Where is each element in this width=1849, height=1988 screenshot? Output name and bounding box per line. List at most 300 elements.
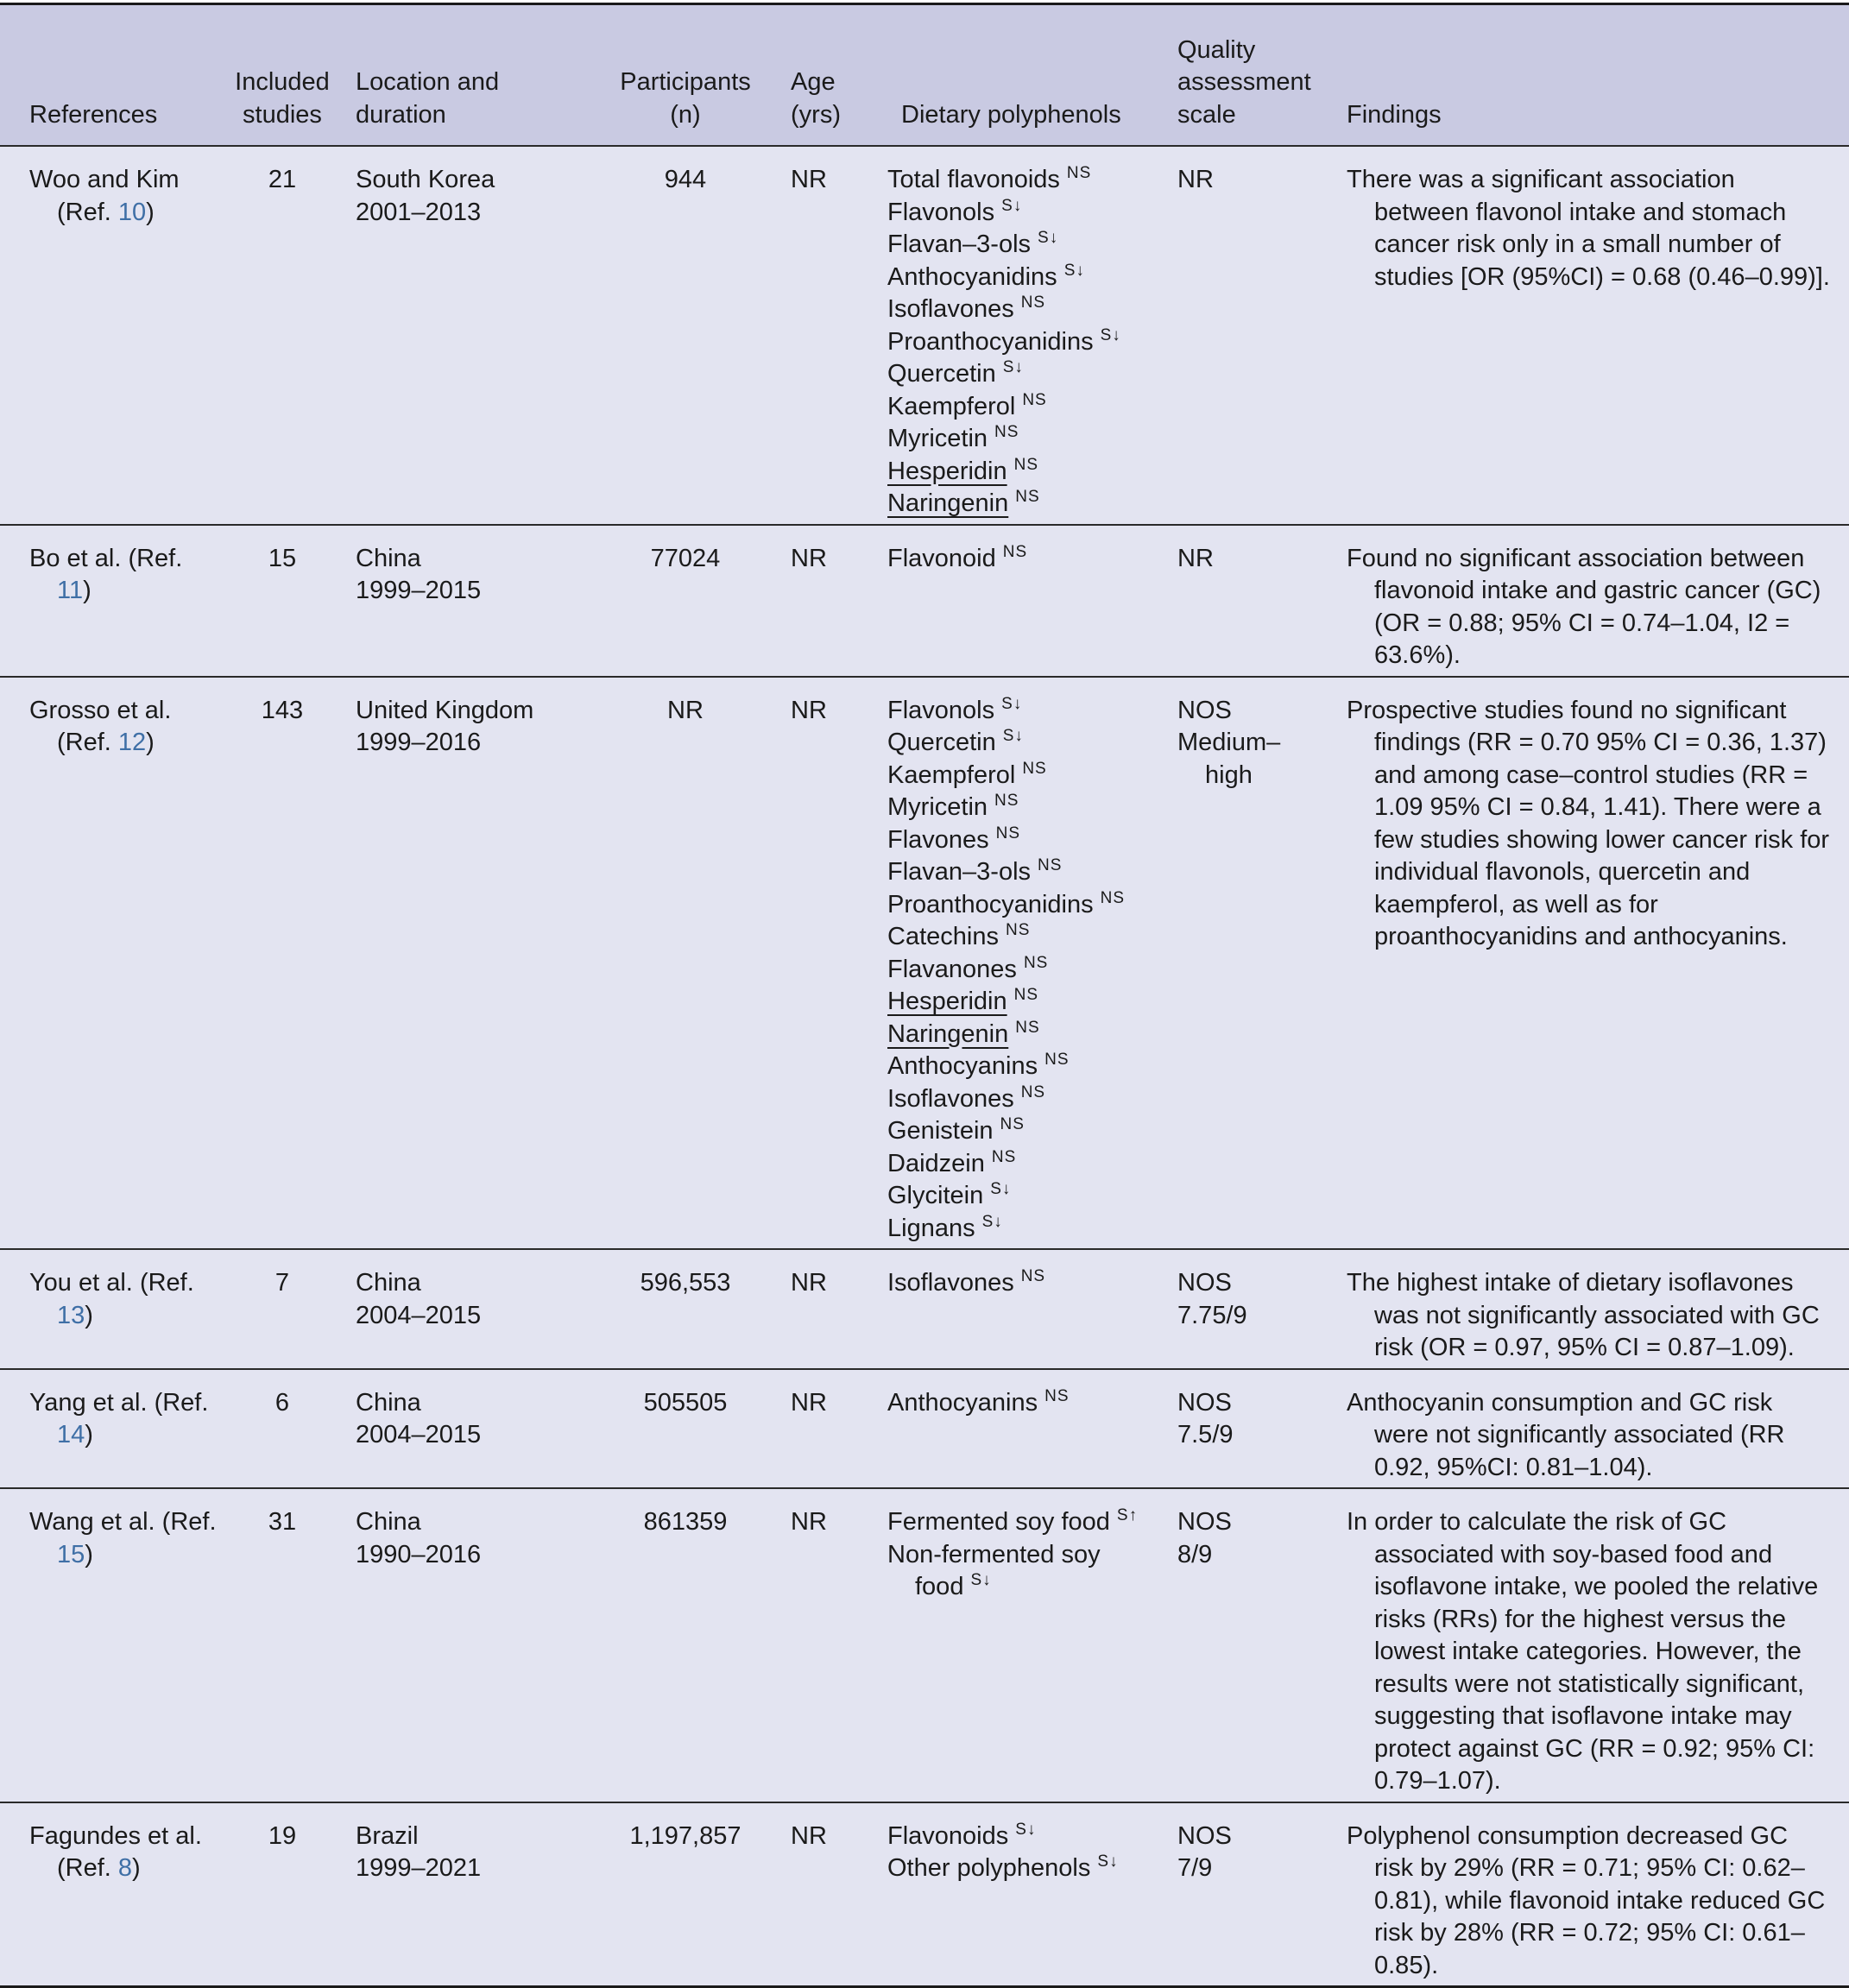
cell-dietary-polyphenols — [870, 677, 1165, 1250]
cell-location-duration — [342, 1802, 589, 1987]
cell-included-studies — [223, 677, 342, 1250]
cell-dietary-polyphenols — [870, 1249, 1165, 1369]
cell-participants — [589, 677, 782, 1250]
included-count: 6 — [275, 1388, 290, 1417]
polyphenol-item — [887, 954, 1165, 987]
reference-suffix: ) — [132, 1854, 141, 1882]
arrow-down-icon: ↓ — [1013, 694, 1023, 713]
reference-link: 13 — [57, 1301, 85, 1329]
polyphenol-item — [887, 986, 1165, 1019]
polyphenol-item — [887, 856, 1165, 889]
significance-mark — [1038, 856, 1062, 874]
polyphenol-name: Hesperidin — [887, 457, 1007, 485]
polyphenol-item — [887, 1051, 1165, 1083]
significance-mark — [1022, 760, 1046, 778]
quality-line: 7.5/9 — [1177, 1421, 1234, 1448]
included-count: 19 — [268, 1821, 297, 1850]
significance-label: NS — [1013, 986, 1039, 1005]
significance-mark — [992, 1148, 1016, 1166]
polyphenol-name: Kaempferol — [887, 392, 1016, 420]
significance-mark — [1097, 1852, 1118, 1871]
polyphenol-name: Daidzein — [887, 1149, 985, 1177]
significance-mark — [1015, 1019, 1039, 1037]
age-value: NR — [791, 696, 827, 724]
significance-mark — [1064, 262, 1085, 280]
reference-suffix: ) — [146, 729, 155, 756]
quality-line: NOS — [1177, 1821, 1232, 1850]
reference-link: 12 — [117, 729, 147, 756]
polyphenol-item — [887, 921, 1165, 954]
polyphenol-name: Myricetin — [887, 425, 988, 452]
cell-location-duration — [342, 1369, 589, 1489]
findings-text: Prospective studies found no significant findings (RR = 0.70 95% CI = 0.36, 1.37) and among case–control studies (RR = 1.09 95% CI = 0.84, 1.41). There were a few studies showing lower cancer risk for individual flavonols, quercetin and kaempferol, as well as for proanthocyanidins and anthocyanins. — [1347, 696, 1830, 950]
significance-label: NS — [1100, 888, 1126, 907]
polyphenol-name: Isoflavones — [887, 1269, 1014, 1297]
significance-label: S — [981, 1212, 994, 1231]
reference-author: Yang et al. — [29, 1388, 148, 1417]
cell-location-duration — [342, 146, 589, 525]
quality-line: NOS — [1177, 1388, 1232, 1417]
arrow-down-icon: ↓ — [994, 1212, 1003, 1231]
significance-mark — [1003, 543, 1027, 561]
table-row — [0, 1488, 1849, 1802]
significance-label: NS — [1066, 164, 1092, 183]
cell-quality-scale — [1165, 1488, 1347, 1802]
reference-suffix: ) — [83, 577, 92, 604]
study-duration: 1999–2021 — [356, 1854, 482, 1882]
header-findings: Findings — [1347, 4, 1849, 147]
polyphenol-name: Anthocyanins — [887, 1388, 1038, 1417]
cell-included-studies — [223, 1249, 342, 1369]
findings-text: There was a significant association between flavonol intake and stomach cancer risk only in a small number of studies [OR (95%CI) = 0.68 (0.46–0.99)]. — [1347, 166, 1830, 291]
significance-mark — [1014, 456, 1038, 474]
polyphenol-item — [887, 543, 1165, 576]
included-count: 143 — [261, 696, 304, 724]
reference-prefix: (Ref. — [57, 1854, 118, 1882]
significance-mark — [1038, 229, 1058, 247]
cell-age — [782, 146, 870, 525]
location-name: South Korea — [356, 166, 495, 193]
cell-dietary-polyphenols — [870, 146, 1165, 525]
significance-mark — [1003, 358, 1024, 376]
polyphenol-name: Isoflavones — [887, 295, 1014, 323]
cell-reference — [0, 525, 223, 677]
arrow-down-icon: ↓ — [1001, 1180, 1012, 1199]
significance-label: S — [1097, 1852, 1110, 1871]
arrow-down-icon: ↓ — [1112, 325, 1121, 344]
polyphenol-item — [887, 1180, 1165, 1213]
polyphenol-item — [887, 262, 1165, 294]
table-row — [0, 677, 1849, 1250]
quality-line: high — [1205, 760, 1253, 789]
location-name: China — [356, 544, 421, 572]
reference-text — [29, 1387, 223, 1452]
polyphenol-item — [887, 164, 1165, 197]
cell-participants — [589, 1802, 782, 1987]
reference-prefix: (Ref. — [161, 1508, 217, 1536]
reference-link: 14 — [57, 1421, 85, 1448]
cell-quality-scale — [1165, 1802, 1347, 1987]
cell-findings — [1347, 1802, 1849, 1987]
polyphenol-item — [887, 1539, 1165, 1604]
reference-suffix: ) — [85, 1540, 93, 1568]
significance-mark — [1000, 1115, 1025, 1133]
polyphenol-name: Flavonols — [887, 198, 995, 226]
significance-mark — [1024, 954, 1048, 972]
significance-mark — [1014, 986, 1038, 1004]
significance-label: S — [990, 1180, 1002, 1199]
reference-link: 15 — [57, 1540, 85, 1568]
table-row — [0, 525, 1849, 677]
arrow-down-icon: ↓ — [1026, 1820, 1037, 1839]
findings-text: Found no significant association between flavonoid intake and gastric cancer (GC) (OR = 0.88; 95% CI = 0.74–1.04, I2 = 63.6%). — [1347, 544, 1821, 669]
polyphenol-item — [887, 1506, 1165, 1539]
reference-prefix: (Ref. — [139, 1269, 194, 1297]
table-row — [0, 1369, 1849, 1489]
study-duration: 2004–2015 — [356, 1421, 482, 1448]
cell-dietary-polyphenols — [870, 1369, 1165, 1489]
arrow-down-icon: ↓ — [1013, 196, 1023, 215]
polyphenol-item — [887, 760, 1165, 792]
quality-line: NR — [1177, 544, 1214, 572]
polyphenol-item — [887, 456, 1165, 489]
significance-label: S — [1100, 325, 1113, 344]
polyphenol-name: Lignans — [887, 1214, 975, 1242]
cell-dietary-polyphenols — [870, 525, 1165, 677]
study-duration: 1990–2016 — [356, 1540, 482, 1568]
polyphenol-name: Naringenin — [887, 1019, 1009, 1048]
participants-count: NR — [667, 696, 704, 724]
significance-label: NS — [1015, 1018, 1040, 1037]
significance-label: NS — [1020, 1267, 1046, 1286]
polyphenol-name: Quercetin — [887, 360, 996, 388]
reference-author: Fagundes et al. — [29, 1821, 202, 1850]
significance-mark — [1101, 326, 1121, 344]
cell-age — [782, 525, 870, 677]
polyphenol-name: Flavonoids — [887, 1821, 1009, 1850]
participants-count: 1,197,857 — [629, 1821, 741, 1850]
significance-mark — [994, 423, 1019, 441]
age-value: NR — [791, 1269, 827, 1297]
cell-dietary-polyphenols — [870, 1488, 1165, 1802]
significance-mark — [1003, 727, 1024, 745]
polyphenol-name: Fermented soy food — [887, 1508, 1110, 1536]
cell-location-duration — [342, 677, 589, 1250]
included-count: 7 — [275, 1269, 290, 1297]
significance-label: S — [1001, 694, 1013, 713]
significance-mark — [1021, 1267, 1045, 1285]
polyphenol-item — [887, 326, 1165, 359]
age-value: NR — [791, 544, 827, 572]
significance-label: NS — [1015, 488, 1040, 507]
cell-quality-scale — [1165, 1369, 1347, 1489]
reference-prefix: (Ref. — [57, 198, 118, 226]
cell-reference — [0, 1249, 223, 1369]
studies-table — [0, 3, 1849, 1988]
header-included-studies: Included studies — [223, 4, 342, 147]
significance-label: S — [970, 1571, 983, 1590]
polyphenol-name: Myricetin — [887, 793, 988, 821]
cell-location-duration — [342, 1488, 589, 1802]
polyphenol-name: Other polyphenols — [887, 1854, 1091, 1882]
significance-mark — [1015, 1821, 1036, 1839]
polyphenol-item — [887, 358, 1165, 391]
location-name: China — [356, 1388, 421, 1417]
arrow-down-icon: ↓ — [1049, 229, 1059, 248]
polyphenol-item — [887, 229, 1165, 262]
polyphenol-item — [887, 792, 1165, 824]
quality-line: NOS — [1177, 1508, 1232, 1536]
cell-age — [782, 1802, 870, 1987]
polyphenol-name: Quercetin — [887, 729, 996, 756]
polyphenol-name: Proanthocyanidins — [887, 327, 1094, 356]
polyphenol-name: Genistein — [887, 1117, 994, 1145]
reference-text — [29, 695, 223, 760]
cell-quality-scale — [1165, 1249, 1347, 1369]
significance-label: NS — [1044, 1386, 1070, 1405]
significance-mark — [982, 1213, 1003, 1231]
location-name: China — [356, 1269, 421, 1297]
significance-mark — [1117, 1506, 1138, 1524]
header-age: Age (yrs) — [782, 4, 870, 147]
cell-participants — [589, 525, 782, 677]
polyphenol-name: Catechins — [887, 923, 999, 950]
polyphenol-name: Proanthocyanidins — [887, 890, 1094, 918]
location-name: United Kingdom — [356, 696, 534, 724]
reference-prefix: (Ref. — [57, 729, 118, 756]
cell-dietary-polyphenols — [870, 1802, 1165, 1987]
findings-text: Anthocyanin consumption and GC risk were not significantly associated (RR 0.92, 95%CI: 0.81–1.04). — [1347, 1388, 1785, 1481]
cell-included-studies — [223, 1802, 342, 1987]
findings-text: Polyphenol consumption decreased GC risk by 29% (RR = 0.71; 95% CI: 0.62–0.81), while flavonoid intake reduced GC risk by 28% (RR = 0.72; 95% CI: 0.61–0.85). — [1347, 1821, 1826, 1979]
polyphenol-item — [887, 1267, 1165, 1300]
significance-label: NS — [1020, 293, 1046, 312]
cell-quality-scale — [1165, 677, 1347, 1250]
polyphenol-name: Kaempferol — [887, 760, 1016, 789]
study-duration: 2001–2013 — [356, 198, 482, 226]
cell-age — [782, 1488, 870, 1802]
significance-label: NS — [994, 423, 1019, 442]
significance-mark — [1044, 1387, 1069, 1405]
study-duration: 1999–2015 — [356, 577, 482, 604]
findings-text: In order to calculate the risk of GC associated with soy-based food and isoflavone intake, we pooled the relative risks (RRs) for the highest versus the lowest intake categories. However, the results were not statistically significant, suggesting that isoflavone intake may protect against GC (RR = 0.92; 95% CI: 0.79–1.07). — [1347, 1508, 1819, 1795]
significance-mark — [1101, 889, 1125, 907]
polyphenol-item — [887, 488, 1165, 521]
significance-mark — [1001, 695, 1022, 713]
arrow-down-icon: ↓ — [982, 1571, 992, 1590]
significance-label: NS — [1044, 1051, 1070, 1070]
cell-findings — [1347, 146, 1849, 525]
significance-label: NS — [1038, 856, 1063, 875]
polyphenol-name: Anthocyanins — [887, 1052, 1038, 1080]
significance-label: NS — [1013, 455, 1039, 474]
significance-mark — [990, 1180, 1011, 1198]
reference-suffix: ) — [146, 198, 155, 226]
reference-text — [29, 1821, 223, 1885]
significance-mark — [970, 1571, 991, 1589]
location-name: Brazil — [356, 1821, 419, 1850]
cell-included-studies — [223, 1488, 342, 1802]
polyphenol-item — [887, 1213, 1165, 1246]
cell-reference — [0, 146, 223, 525]
significance-label: NS — [1002, 542, 1028, 561]
arrow-down-icon: ↓ — [1109, 1852, 1119, 1871]
cell-reference — [0, 1488, 223, 1802]
significance-mark — [1067, 164, 1091, 182]
participants-count: 77024 — [650, 544, 721, 572]
header-location-duration: Location and duration — [342, 4, 589, 147]
significance-label: S — [1002, 358, 1015, 377]
table-body — [0, 146, 1849, 1987]
significance-mark — [1001, 197, 1022, 215]
polyphenol-item — [887, 1019, 1165, 1051]
cell-participants — [589, 1249, 782, 1369]
significance-mark — [1022, 391, 1046, 409]
cell-location-duration — [342, 525, 589, 677]
significance-label: NS — [1000, 1115, 1025, 1134]
age-value: NR — [791, 1388, 827, 1417]
significance-mark — [996, 824, 1020, 843]
reference-link: 8 — [117, 1854, 133, 1882]
polyphenol-item — [887, 889, 1165, 922]
polyphenol-item — [887, 1115, 1165, 1148]
reference-author: Grosso et al. — [29, 696, 172, 724]
polyphenol-name: Flavanones — [887, 955, 1017, 983]
polyphenol-item — [887, 197, 1165, 230]
cell-reference — [0, 677, 223, 1250]
cell-participants — [589, 1488, 782, 1802]
table-row — [0, 1802, 1849, 1987]
significance-mark — [1021, 1083, 1045, 1101]
polyphenol-name: Flavan–3-ols — [887, 858, 1032, 886]
polyphenol-name: Naringenin — [887, 489, 1009, 517]
significance-label: S — [1063, 261, 1076, 280]
study-duration: 2004–2015 — [356, 1301, 482, 1329]
significance-label: S — [1001, 196, 1013, 215]
quality-line: NOS — [1177, 696, 1232, 724]
header-dietary-polyphenols: Dietary polyphenols — [870, 4, 1165, 147]
included-count: 31 — [268, 1508, 297, 1536]
cell-reference — [0, 1802, 223, 1987]
polyphenol-item — [887, 1852, 1165, 1885]
significance-label: S — [1015, 1820, 1027, 1839]
polyphenol-name: Flavonoid — [887, 544, 996, 572]
significance-label: NS — [1022, 759, 1047, 778]
age-value: NR — [791, 1821, 827, 1850]
quality-line: Medium– — [1177, 729, 1281, 756]
arrow-down-icon: ↓ — [1076, 261, 1085, 280]
significance-mark — [1044, 1051, 1069, 1069]
significance-mark — [1006, 921, 1030, 939]
significance-label: NS — [1005, 921, 1031, 940]
polyphenol-name: Flavones — [887, 825, 989, 854]
cell-included-studies — [223, 1369, 342, 1489]
cell-age — [782, 1369, 870, 1489]
cell-reference — [0, 1369, 223, 1489]
polyphenol-name: Flavan–3-ols — [887, 230, 1032, 258]
polyphenol-name: Flavonols — [887, 696, 995, 724]
polyphenol-name: Glycitein — [887, 1182, 984, 1209]
cell-quality-scale — [1165, 146, 1347, 525]
quality-line: 8/9 — [1177, 1540, 1213, 1568]
quality-line: 7/9 — [1177, 1854, 1213, 1882]
significance-label: NS — [991, 1147, 1017, 1166]
polyphenol-item — [887, 1148, 1165, 1181]
reference-prefix: (Ref. — [154, 1388, 209, 1417]
polyphenol-item — [887, 695, 1165, 728]
arrow-down-icon: ↓ — [1014, 358, 1024, 377]
significance-mark — [1021, 293, 1045, 312]
cell-age — [782, 677, 870, 1250]
cell-age — [782, 1249, 870, 1369]
quality-line: NR — [1177, 166, 1214, 193]
location-name: China — [356, 1508, 421, 1536]
polyphenol-name: Anthocyanidins — [887, 262, 1057, 291]
study-duration: 1999–2016 — [356, 729, 482, 756]
arrow-down-icon: ↓ — [1014, 727, 1024, 746]
polyphenol-item — [887, 391, 1165, 424]
reference-author: Wang et al. — [29, 1508, 155, 1536]
cell-participants — [589, 146, 782, 525]
polyphenol-item — [887, 1083, 1165, 1116]
polyphenol-item — [887, 824, 1165, 857]
significance-label: NS — [1023, 953, 1049, 972]
header-quality-scale: Quality assessment scale — [1165, 4, 1347, 147]
reference-suffix: ) — [85, 1301, 93, 1329]
arrow-up-icon: ↑ — [1128, 1506, 1139, 1525]
reference-link: 10 — [117, 198, 147, 226]
findings-text: The highest intake of dietary isoflavones was not significantly associated with GC risk (OR = 0.97, 95% CI = 0.87–1.09). — [1347, 1269, 1820, 1361]
reference-text — [29, 543, 223, 608]
significance-mark — [1015, 488, 1039, 506]
cell-participants — [589, 1369, 782, 1489]
participants-count: 944 — [664, 166, 707, 193]
included-count: 21 — [268, 166, 297, 193]
quality-line: NOS — [1177, 1269, 1232, 1297]
cell-quality-scale — [1165, 525, 1347, 677]
reference-author: Bo et al. (Ref. — [29, 544, 183, 572]
significance-label: S — [1116, 1506, 1129, 1525]
participants-count: 861359 — [643, 1508, 728, 1536]
cell-location-duration — [342, 1249, 589, 1369]
cell-findings — [1347, 1249, 1849, 1369]
reference-link: 11 — [57, 577, 84, 604]
polyphenol-name: Total flavonoids — [887, 166, 1060, 193]
cell-findings — [1347, 677, 1849, 1250]
polyphenol-item — [887, 1387, 1165, 1420]
cell-findings — [1347, 525, 1849, 677]
header-references: References — [0, 4, 223, 147]
quality-line: 7.75/9 — [1177, 1301, 1247, 1329]
polyphenol-item — [887, 293, 1165, 326]
age-value: NR — [791, 1508, 827, 1536]
cell-findings — [1347, 1488, 1849, 1802]
significance-label: NS — [1022, 390, 1047, 409]
included-count: 15 — [268, 544, 297, 572]
polyphenol-name: Isoflavones — [887, 1084, 1014, 1113]
reference-text — [29, 1267, 223, 1332]
age-value: NR — [791, 166, 827, 193]
significance-label: NS — [994, 792, 1019, 811]
cell-included-studies — [223, 525, 342, 677]
significance-label: S — [1038, 229, 1050, 248]
reference-author: You et al. — [29, 1269, 133, 1297]
polyphenol-item — [887, 423, 1165, 456]
polyphenol-name: Non-fermented soy food — [887, 1540, 1101, 1600]
table-row — [0, 146, 1849, 525]
cell-findings — [1347, 1369, 1849, 1489]
cell-included-studies — [223, 146, 342, 525]
